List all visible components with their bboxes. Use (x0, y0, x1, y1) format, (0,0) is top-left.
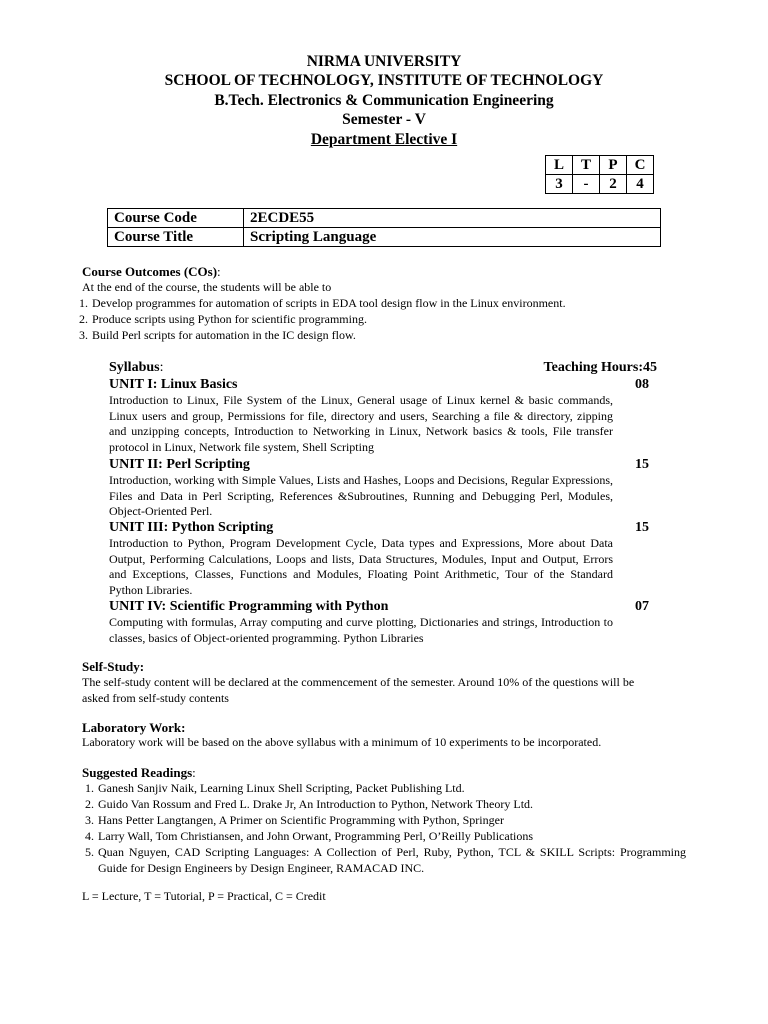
readings-heading-colon: : (192, 765, 196, 780)
ltpc-value-p: 2 (600, 175, 627, 194)
university-name: NIRMA UNIVERSITY (306, 53, 462, 70)
unit-header (109, 519, 649, 536)
course-code-row (108, 209, 661, 228)
reading-number: 4. (85, 829, 94, 843)
ltpc-table (545, 155, 654, 194)
outcome-text: Build Perl scripts for automation in the IC design flow. (92, 328, 356, 342)
outcomes-list (70, 295, 566, 343)
readings-list (76, 780, 686, 876)
unit-body: Introduction to Python, Program Development Cycle, Data types and Expressions, More about Data Output, Performing Calculations, Loops and lists, Data Structures, Modules, Input and Output, Errors and Exceptions, Classes, Functions and Modules, Floating Point Arithmetic, Tour of the Standard Python Libraries. (109, 536, 613, 598)
course-code-label: Course Code (108, 209, 244, 228)
self-study-line-1: The self-study content will be declared at the commencement of the semester. Around 10% of the questions will be (82, 675, 635, 689)
course-title-row (108, 228, 661, 247)
ltpc-header-c: C (627, 156, 654, 175)
syllabus-unit-2 (109, 456, 649, 520)
course-info-table (107, 208, 661, 247)
unit-header (109, 598, 649, 615)
self-study-heading: Self-Study: (82, 659, 145, 674)
reading-item (76, 780, 686, 796)
course-code-value: 2ECDE55 (244, 209, 661, 228)
unit-body: Introduction, working with Simple Values, Lists and Hashes, Loops and Decisions, Regular Expressions, Files and Data in Perl Scripting, References &Subroutines, Running and Debugging Perl, Modules, Object-Oriented Perl. (109, 473, 613, 519)
reading-number: 5. (85, 845, 94, 859)
lab-text: Laboratory work will be based on the above syllabus with a minimum of 10 experiments to be incorporated. (82, 735, 602, 749)
unit-hours: 15 (635, 520, 649, 535)
outcome-number: 1. (79, 296, 88, 310)
ltpc-value-row (546, 175, 654, 194)
elective-title: Department Elective I (310, 131, 458, 148)
unit-hours: 08 (635, 377, 649, 392)
reading-text: Quan Nguyen, CAD Scripting Languages: A Collection of Perl, Ruby, Python, TCL & SKILL Scripts: Programming Guide for Design Engineers by Design Engineer, RAMACAD INC. (98, 845, 686, 875)
unit-title: UNIT I: Linux Basics (109, 377, 238, 392)
unit-body: Introduction to Linux, File System of the Linux, General usage of Linux kernel & basic commands, Linux users and group, Permissions for file, directory and users, Searching a file & directory, zipping and unzipping concepts, Introduction to Networking in Linux, Network basics & tools, File transfer protocol in Linux, Network file system, Shell Scripting (109, 393, 613, 455)
ltpc-header-l: L (546, 156, 573, 175)
reading-text: Larry Wall, Tom Christiansen, and John Orwant, Programming Perl, O’Reilly Publications (98, 829, 534, 843)
outcome-number: 3. (79, 328, 88, 342)
ltpc-header-row (546, 156, 654, 175)
reading-item (76, 796, 686, 812)
ltpc-value-c: 4 (627, 175, 654, 194)
reading-item (76, 828, 686, 844)
syllabus-label-colon: : (159, 360, 164, 375)
reading-item (76, 844, 686, 876)
ltpc-value-l: 3 (546, 175, 573, 194)
outcome-item (70, 295, 566, 311)
reading-text: Ganesh Sanjiv Naik, Learning Linux Shell Scripting, Packet Publishing Ltd. (98, 781, 465, 795)
unit-title: UNIT II: Perl Scripting (109, 457, 250, 472)
ltpc-header-p: P (600, 156, 627, 175)
reading-text: Guido Van Rossum and Fred L. Drake Jr, An Introduction to Python, Network Theory Ltd. (98, 797, 534, 811)
reading-number: 1. (85, 781, 94, 795)
syllabus-unit-4 (109, 598, 649, 646)
unit-body: Computing with formulas, Array computing and curve plotting, Dictionaries and strings, Introduction to classes, basics of Object-oriented programming. Python Libraries (109, 615, 613, 645)
program-name: B.Tech. Electronics & Communication Engineering (214, 92, 554, 109)
unit-header (109, 376, 649, 393)
outcomes-heading (82, 264, 221, 280)
course-title-label: Course Title (108, 228, 244, 247)
outcomes-intro: At the end of the course, the students will be able to (82, 280, 332, 294)
ltpc-value-t: - (573, 175, 600, 194)
unit-header (109, 456, 649, 473)
reading-text: Hans Petter Langtangen, A Primer on Scientific Programming with Python, Springer (98, 813, 504, 827)
syllabus-unit-3 (109, 519, 649, 599)
semester-label: Semester - V (342, 111, 426, 128)
outcome-number: 2. (79, 312, 88, 326)
syllabus-label (109, 360, 163, 376)
outcome-text: Develop programmes for automation of scripts in EDA tool design flow in the Linux environment. (92, 296, 566, 310)
unit-hours: 07 (635, 599, 649, 614)
teaching-hours-value: :45 (638, 360, 657, 375)
lab-heading: Laboratory Work: (82, 720, 186, 735)
outcomes-heading-text: Course Outcomes (COs) (82, 264, 218, 279)
readings-heading (82, 765, 196, 781)
unit-title: UNIT IV: Scientific Programming with Python (109, 599, 389, 614)
outcomes-heading-colon: : (217, 264, 221, 279)
ltpc-header-t: T (573, 156, 600, 175)
unit-title: UNIT III: Python Scripting (109, 520, 274, 535)
outcome-item (70, 327, 566, 343)
self-study-line-2: asked from self-study contents (82, 691, 229, 705)
unit-hours: 15 (635, 457, 649, 472)
teaching-hours (544, 360, 657, 376)
readings-heading-text: Suggested Readings (82, 765, 193, 780)
reading-number: 2. (85, 797, 94, 811)
outcome-text: Produce scripts using Python for scientific programming. (92, 312, 367, 326)
school-name: SCHOOL OF TECHNOLOGY, INSTITUTE OF TECHNOLOGY (164, 72, 604, 89)
ltpc-legend: L = Lecture, T = Tutorial, P = Practical, C = Credit (82, 889, 326, 903)
teaching-hours-label: Teaching Hours (543, 360, 639, 375)
course-title-value: Scripting Language (244, 228, 661, 247)
outcome-item (70, 311, 566, 327)
syllabus-label-text: Syllabus (109, 360, 160, 375)
reading-number: 3. (85, 813, 94, 827)
syllabus-unit-1 (109, 376, 649, 456)
reading-item (76, 812, 686, 828)
